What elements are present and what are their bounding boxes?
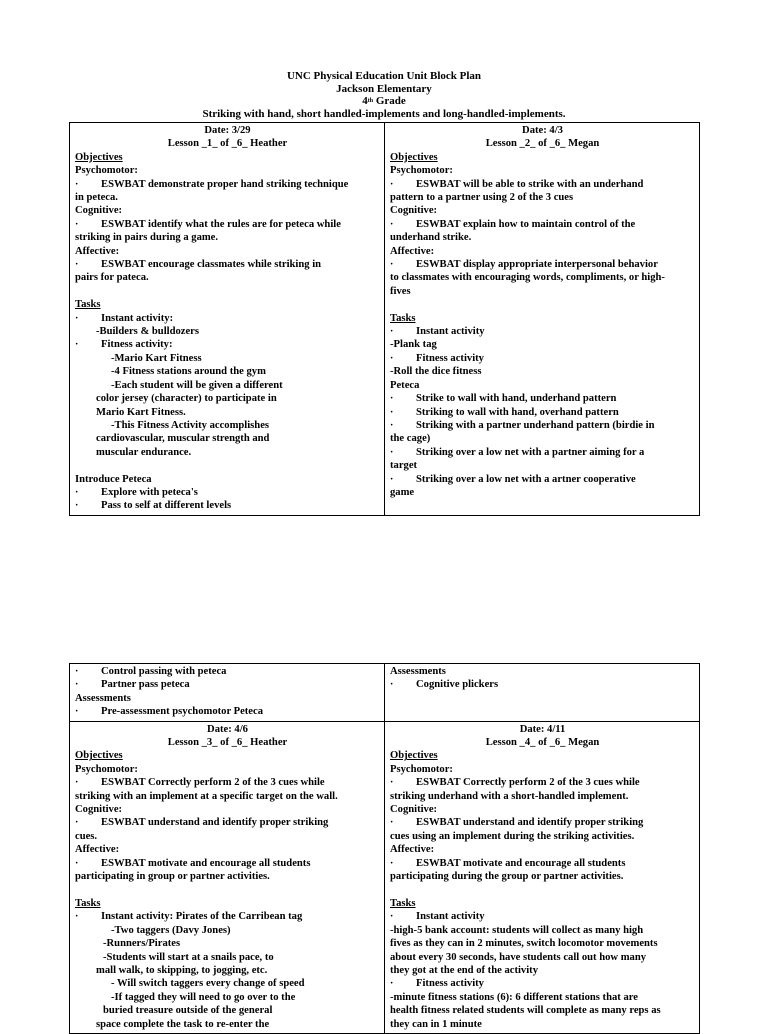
line-text: they can in 1 minute	[390, 1018, 482, 1030]
spacer	[390, 884, 695, 897]
line-text: Psychomotor:	[75, 763, 138, 775]
line-text: fives	[390, 285, 411, 297]
bullet-icon: ·	[390, 178, 394, 190]
line-text: Tasks	[75, 299, 101, 311]
text-line	[75, 325, 380, 338]
header-school: Jackson Elementary	[336, 82, 432, 95]
line-text: Instant activity:	[101, 312, 174, 324]
text-line	[75, 937, 380, 950]
text-line	[390, 803, 695, 816]
bullet-icon: ·	[390, 473, 394, 485]
bullet-icon: ·	[75, 259, 79, 271]
line-text: -Mario Kart Fitness	[111, 352, 202, 364]
line-text: Lesson _4_ of _6_ Megan	[485, 737, 600, 749]
line-text: cues using an implement during the striking activities.	[390, 830, 635, 842]
line-text: Partner pass peteca	[101, 679, 190, 691]
line-text: ESWBAT encourage classmates while striking in	[101, 259, 322, 271]
bullet-icon: ·	[75, 312, 79, 324]
bullet-item	[75, 816, 380, 829]
line-text: cardiovascular, muscular strength and	[96, 433, 270, 445]
text-line	[75, 379, 380, 392]
table-row	[70, 123, 700, 516]
header-grade: 4th Grade	[362, 95, 406, 107]
line-text: -high-5 bank account: students will collect as many high	[390, 924, 644, 936]
text-line	[390, 1004, 695, 1017]
line-text: -Two taggers (Davy Jones)	[111, 924, 231, 936]
line-text: ESWBAT demonstrate proper hand striking technique	[101, 178, 349, 190]
spacer	[75, 285, 380, 298]
bullet-item	[390, 178, 695, 191]
text-line	[75, 151, 380, 164]
text-line	[390, 897, 695, 910]
text-line	[390, 723, 695, 736]
line-text: Date: 4/11	[519, 723, 566, 735]
text-line	[75, 231, 380, 244]
text-line	[75, 245, 380, 258]
line-text: Date: 3/29	[204, 125, 251, 136]
bullet-icon: ·	[75, 500, 79, 512]
line-text: mall walk, to skipping, to jogging, etc.	[96, 964, 268, 976]
line-text: Cognitive:	[390, 804, 438, 816]
text-line	[75, 124, 380, 137]
bullet-item	[390, 977, 695, 990]
text-line	[390, 365, 695, 378]
text-line	[390, 338, 695, 351]
line-text: striking underhand with a short-handled implement.	[390, 790, 629, 802]
text-line	[390, 312, 695, 325]
bullet-item	[390, 776, 695, 789]
line-text: Psychomotor:	[75, 165, 138, 177]
bullet-icon: ·	[390, 777, 394, 789]
line-text: Psychomotor:	[390, 165, 453, 177]
bullet-item	[390, 392, 695, 405]
line-text: Cognitive:	[390, 205, 438, 217]
text-line	[75, 977, 380, 990]
line-text: color jersey (character) to participate in	[96, 393, 277, 405]
bullet-item	[390, 419, 695, 432]
line-text: Lesson _2_ of _6_ Megan	[485, 138, 600, 150]
bullet-icon: ·	[390, 978, 394, 990]
line-text: Mario Kart Fitness.	[96, 406, 186, 418]
line-text: Lesson _1_ of _6_ Heather	[167, 138, 288, 150]
bullet-icon: ·	[75, 218, 79, 230]
text-line	[75, 191, 380, 204]
text-line	[75, 164, 380, 177]
line-text: Explore with peteca's	[101, 486, 198, 498]
header-unit-topic: Striking with hand, short handled-implements and long-handled-implements.	[202, 107, 566, 120]
bullet-icon: ·	[390, 857, 394, 869]
bullet-item	[75, 486, 380, 499]
line-text: Affective:	[390, 844, 435, 856]
bullet-item	[75, 776, 380, 789]
bullet-icon: ·	[75, 911, 79, 923]
line-text: Affective:	[75, 245, 120, 257]
line-text: -This Fitness Activity accomplishes	[111, 419, 270, 431]
bullet-item	[75, 705, 380, 718]
text-line	[390, 191, 695, 204]
line-text: Objectives	[75, 750, 123, 762]
text-line	[390, 736, 695, 749]
text-line	[390, 271, 695, 284]
bullet-item	[390, 678, 695, 691]
text-line	[390, 204, 695, 217]
line-text: pairs for pateca.	[75, 272, 149, 284]
bullet-icon: ·	[390, 259, 394, 271]
line-text: fives as they can in 2 minutes, switch locomotor movements	[390, 938, 658, 950]
text-line	[390, 991, 695, 1004]
text-line	[75, 736, 380, 749]
line-text: the cage)	[390, 433, 431, 445]
line-text: Psychomotor:	[390, 763, 453, 775]
line-text: -Students will start at a snails pace, to	[103, 951, 274, 963]
line-text: game	[390, 486, 415, 498]
line-text: Objectives	[390, 151, 438, 163]
text-line	[390, 432, 695, 445]
line-text: striking in pairs during a game.	[75, 232, 219, 244]
text-line	[390, 151, 695, 164]
bullet-icon: ·	[390, 817, 394, 829]
text-line	[75, 951, 380, 964]
spacer	[390, 298, 695, 311]
text-line	[75, 1004, 380, 1017]
text-line	[390, 164, 695, 177]
text-line	[390, 285, 695, 298]
bullet-icon: ·	[390, 679, 394, 691]
text-line	[390, 124, 695, 137]
text-line	[75, 392, 380, 405]
line-text: Lesson _3_ of _6_ Heather	[167, 737, 288, 749]
line-text: -Builders & bulldozers	[96, 326, 199, 338]
text-line	[390, 937, 695, 950]
text-line	[390, 749, 695, 762]
line-text: Striking to wall with hand, overhand pattern	[416, 406, 619, 418]
text-line	[390, 790, 695, 803]
line-text: about every 30 seconds, have students call out how many	[390, 951, 647, 963]
text-line	[75, 843, 380, 856]
line-text: muscular endurance.	[96, 446, 192, 458]
spacer	[75, 459, 380, 472]
bullet-icon: ·	[75, 857, 79, 869]
line-text: Fitness activity	[416, 352, 484, 364]
bullet-icon: ·	[75, 666, 79, 677]
bullet-item	[75, 665, 380, 678]
bullet-item	[75, 178, 380, 191]
line-text: ESWBAT Correctly perform 2 of the 3 cues while	[416, 777, 640, 789]
line-text: Striking with a partner underhand pattern (birdie in	[416, 419, 655, 431]
bullet-item	[390, 446, 695, 459]
line-text: Pass to self at different levels	[101, 500, 232, 512]
line-text: target	[390, 460, 418, 472]
text-line	[390, 665, 695, 678]
text-line	[390, 843, 695, 856]
line-text: space complete the task to re-enter the	[96, 1018, 270, 1030]
line-text: Affective:	[75, 844, 120, 856]
line-text: to classmates with encouraging words, compliments, or high-	[390, 272, 665, 284]
line-text: buried treasure outside of the general	[103, 1005, 273, 1017]
text-line	[75, 830, 380, 843]
text-line	[390, 964, 695, 977]
text-line	[390, 459, 695, 472]
bullet-item	[75, 678, 380, 691]
text-line	[390, 137, 695, 150]
line-text: Date: 4/3	[522, 125, 563, 136]
line-text: striking with an implement at a specific target on the wall.	[75, 790, 338, 802]
text-line	[75, 432, 380, 445]
line-text: Cognitive:	[75, 205, 123, 217]
bullet-icon: ·	[75, 706, 79, 718]
line-text: -4 Fitness stations around the gym	[111, 366, 266, 378]
line-text: -Plank tag	[390, 339, 437, 351]
text-line	[75, 365, 380, 378]
text-line	[75, 924, 380, 937]
line-text: participating during the group or partner activities.	[390, 871, 624, 883]
document-header	[0, 70, 768, 120]
text-line	[75, 473, 380, 486]
text-line	[390, 486, 695, 499]
line-text: Cognitive:	[75, 804, 123, 816]
text-line	[75, 204, 380, 217]
text-line	[75, 1018, 380, 1031]
bullet-item	[75, 218, 380, 231]
line-text: Cognitive plickers	[416, 679, 499, 691]
bullet-item	[390, 857, 695, 870]
bullet-icon: ·	[390, 911, 394, 923]
bullet-icon: ·	[390, 393, 394, 405]
line-text: Control passing with peteca	[101, 666, 227, 677]
text-line	[75, 991, 380, 1004]
line-text: Striking over a low net with a artner cooperative	[416, 473, 636, 485]
text-line	[75, 446, 380, 459]
table-row	[70, 721, 700, 1033]
bullet-icon: ·	[75, 679, 79, 691]
text-line	[75, 419, 380, 432]
spacer	[75, 884, 380, 897]
bullet-icon: ·	[390, 352, 394, 364]
line-text: Fitness activity	[416, 978, 484, 990]
line-text: Objectives	[75, 151, 123, 163]
line-text: ESWBAT will be able to strike with an underhand	[416, 178, 644, 190]
line-text: ESWBAT Correctly perform 2 of the 3 cues while	[101, 777, 325, 789]
bullet-icon: ·	[390, 326, 394, 338]
bullet-icon: ·	[75, 339, 79, 351]
bullet-item	[390, 406, 695, 419]
line-text: Tasks	[390, 312, 416, 324]
text-line	[75, 870, 380, 883]
text-line	[390, 830, 695, 843]
text-line	[75, 763, 380, 776]
bullet-item	[390, 910, 695, 923]
line-text: Assessments	[390, 666, 446, 677]
bullet-item	[390, 218, 695, 231]
line-text: ESWBAT explain how to maintain control of the	[416, 218, 636, 230]
line-text: Peteca	[390, 379, 420, 391]
text-line	[75, 964, 380, 977]
bullet-item	[390, 325, 695, 338]
line-text: Assessments	[75, 692, 131, 704]
line-text: ESWBAT motivate and encourage all students	[101, 857, 311, 869]
line-text: underhand strike.	[390, 232, 472, 244]
line-text: Striking over a low net with a partner aiming for a	[416, 446, 645, 458]
line-text: Date: 4/6	[207, 723, 248, 735]
text-line	[390, 870, 695, 883]
line-text: in peteca.	[75, 192, 118, 204]
bullet-icon: ·	[75, 817, 79, 829]
text-line	[390, 951, 695, 964]
line-text: cues.	[75, 830, 98, 842]
text-line	[75, 352, 380, 365]
bullet-item	[75, 857, 380, 870]
bullet-icon: ·	[390, 419, 394, 431]
line-text: pattern to a partner using 2 of the 3 cues	[390, 192, 574, 204]
line-text: -Each student will be given a different	[111, 379, 283, 391]
bullet-item	[75, 338, 380, 351]
line-text: Instant activity	[416, 326, 485, 338]
line-text: Affective:	[390, 245, 435, 257]
lesson-4-cell	[385, 721, 700, 1033]
line-text: Objectives	[390, 750, 438, 762]
line-text: Instant activity: Pirates of the Carribean tag	[101, 911, 303, 923]
lesson-2-continued-cell	[385, 664, 700, 722]
line-text: -If tagged they will need to go over to the	[111, 991, 296, 1003]
bullet-item	[390, 352, 695, 365]
bullet-item	[75, 312, 380, 325]
lesson-1-continued-cell	[70, 664, 385, 722]
line-text: Pre-assessment psychomotor Peteca	[101, 706, 264, 718]
line-text: ESWBAT motivate and encourage all students	[416, 857, 626, 869]
bullet-item	[390, 473, 695, 486]
text-line	[75, 723, 380, 736]
text-line	[75, 298, 380, 311]
text-line	[75, 406, 380, 419]
bullet-item	[390, 816, 695, 829]
text-line	[75, 271, 380, 284]
bullet-icon: ·	[75, 777, 79, 789]
text-line	[75, 897, 380, 910]
bullet-icon: ·	[75, 178, 79, 190]
text-line	[75, 137, 380, 150]
line-text: Instant activity	[416, 911, 485, 923]
line-text: they got at the end of the activity	[390, 964, 538, 976]
text-line	[75, 749, 380, 762]
line-text: ESWBAT understand and identify proper striking	[101, 817, 329, 829]
line-text: Tasks	[390, 897, 416, 909]
text-line	[75, 692, 380, 705]
bullet-item	[75, 258, 380, 271]
text-line	[390, 245, 695, 258]
line-text: -Roll the dice fitness	[390, 366, 482, 378]
line-text: participating in group or partner activities.	[75, 871, 270, 883]
block-plan-table-2	[69, 663, 700, 1034]
line-text: ESWBAT identify what the rules are for peteca while	[101, 218, 341, 230]
line-text: ESWBAT display appropriate interpersonal behavior	[416, 259, 658, 271]
lesson-3-cell	[70, 721, 385, 1033]
text-line	[75, 790, 380, 803]
line-text: health fitness related students will complete as many reps as	[390, 1005, 661, 1017]
line-text: - Will switch taggers every change of speed	[111, 978, 305, 990]
bullet-icon: ·	[75, 486, 79, 498]
line-text: Strike to wall with hand, underhand pattern	[416, 393, 617, 405]
table-row	[70, 664, 700, 722]
lesson-1-cell	[70, 123, 385, 516]
text-line	[390, 231, 695, 244]
bullet-item	[390, 258, 695, 271]
line-text: -minute fitness stations (6): 6 different stations that are	[390, 991, 638, 1003]
text-line	[390, 763, 695, 776]
line-text: -Runners/Pirates	[103, 938, 181, 950]
line-text: Tasks	[75, 897, 101, 909]
line-text: Fitness activity:	[101, 339, 173, 351]
block-plan-table-1	[69, 122, 700, 516]
text-line	[390, 379, 695, 392]
header-title: UNC Physical Education Unit Block Plan	[286, 70, 482, 82]
text-line	[390, 1018, 695, 1031]
line-text: ESWBAT understand and identify proper striking	[416, 817, 644, 829]
bullet-item	[75, 910, 380, 923]
text-line	[75, 803, 380, 816]
bullet-icon: ·	[390, 406, 394, 418]
bullet-icon: ·	[390, 218, 394, 230]
line-text: Introduce Peteca	[75, 473, 152, 485]
bullet-item	[75, 499, 380, 512]
text-line	[390, 924, 695, 937]
lesson-2-cell	[385, 123, 700, 516]
bullet-icon: ·	[390, 446, 394, 458]
